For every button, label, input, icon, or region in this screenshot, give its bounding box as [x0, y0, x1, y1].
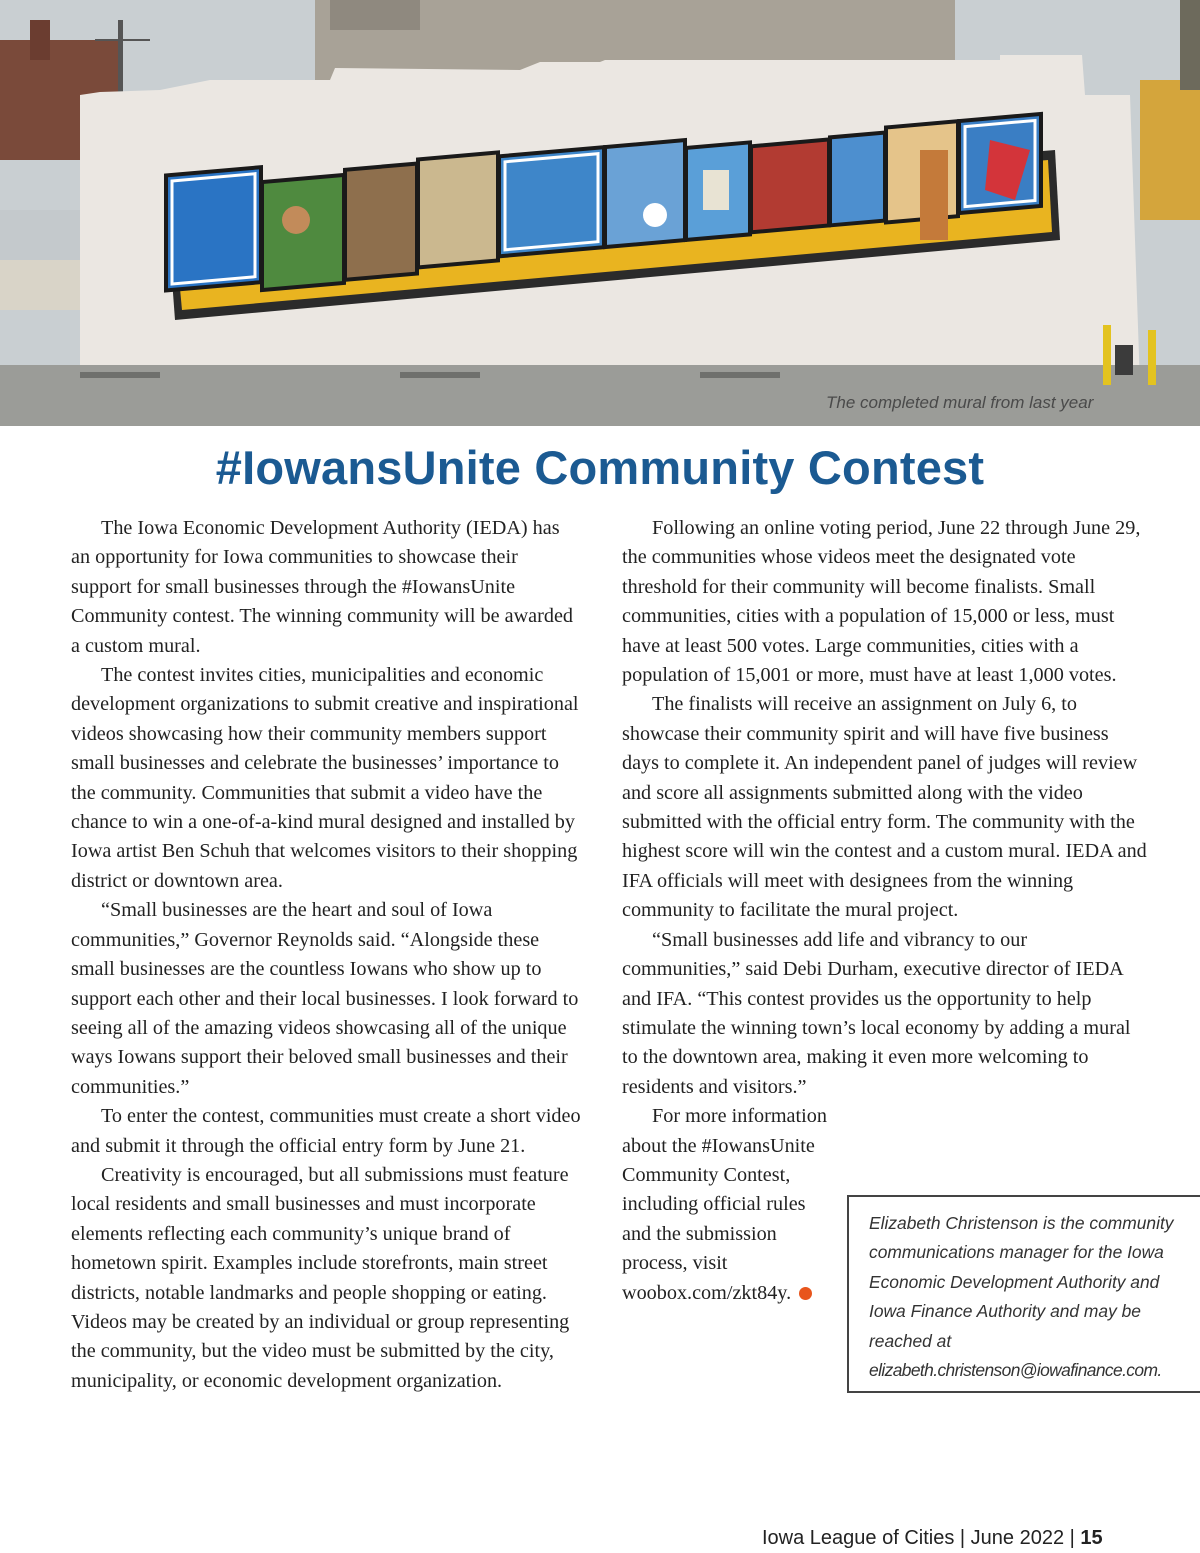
mural-illustration	[0, 0, 1200, 426]
right-column	[622, 514, 1147, 1308]
more-info-paragraph	[622, 1102, 832, 1308]
paragraph: “Small businesses add life and vibrancy to our communities,” said Debi Durham, executive director of IEDA and IFA. “This contest provides us the opportunity to help stimulate the winning town’s local economy by adding a mural to the downtown area, making it even more welcoming to residents and visitors.”	[622, 928, 1131, 1098]
author-bio-box	[847, 1195, 1200, 1393]
left-column	[71, 514, 581, 1396]
mural-photo	[0, 0, 1200, 426]
author-bio-text: Elizabeth Christenson is the community communications manager for the Iowa Economic Development Authority and Iowa Finance Authority and may be reached at	[869, 1213, 1174, 1351]
paragraph: To enter the contest, communities must create a short video and submit it through the official entry form by June 21.	[71, 1105, 581, 1157]
footer-publication: Iowa League of Cities | June 2022 |	[762, 1527, 1081, 1549]
paragraph: Creativity is encouraged, but all submissions must feature local residents and small businesses and must incorporate elements reflecting each community’s unique brand of hometown spirit. Examples include storefronts, main street districts, notable landmarks and people shopping or eating. Videos may be created by an individual or group representing the community, but the video must be submitted by the city, municipality, or economic development organization.	[71, 1163, 570, 1392]
end-mark-icon	[799, 1287, 812, 1300]
paragraph: “Small businesses are the heart and soul of Iowa communities,” Governor Reynolds said. “Alongside these small businesses are the countless Iowans who show up to support each other and their local businesses. I look forward to seeing all of the amazing videos showcasing all of the unique ways Iowans support their beloved small businesses and their communities.”	[71, 899, 579, 1098]
article-headline: #IowansUnite Community Contest	[215, 441, 985, 494]
paragraph: The contest invites cities, municipalities and economic development organizations to submit creative and inspirational videos showcasing how their community members support small businesses and celebrate the businesses’ importance to the community. Communities that submit a video have the chance to win a one-of-a-kind mural designed and installed by Iowa artist Ben Schuh that welcomes visitors to their shopping district or downtown area.	[71, 664, 579, 892]
photo-caption: The completed mural from last year	[826, 393, 1094, 412]
paragraph: Following an online voting period, June 22 through June 29, the communities whose videos meet the designated vote threshold for their community will become finalists. Small communities, cities with a population of 15,000 or less, must have at least 500 votes. Large communities, cities with a population of 15,001 or more, must have at least 1,000 votes.	[622, 517, 1141, 687]
paragraph: The Iowa Economic Development Authority (IEDA) has an opportunity for Iowa communities to showcase their support for small businesses through the #IowansUnite Community contest. The winning community will be awarded a custom mural.	[71, 517, 573, 657]
page-number: 15	[1080, 1527, 1103, 1549]
author-email: elizabeth.christenson@iowafinance.com.	[869, 1360, 1162, 1381]
page-footer	[762, 1527, 1103, 1550]
more-info-text: For more information about the #IowansUnite Community Contest, including official rules and the submission process, visit woobox.com/zkt84y.	[622, 1105, 827, 1304]
paragraph: The finalists will receive an assignment on July 6, to showcase their community spirit and will have five business days to complete it. An independent panel of judges will review and score all assignments submitted along with the video submitted with the official entry form. The community with the highest score will win the contest and a custom mural. IEDA and IFA officials will meet with designees from the winning community to facilitate the mural project.	[622, 693, 1147, 922]
